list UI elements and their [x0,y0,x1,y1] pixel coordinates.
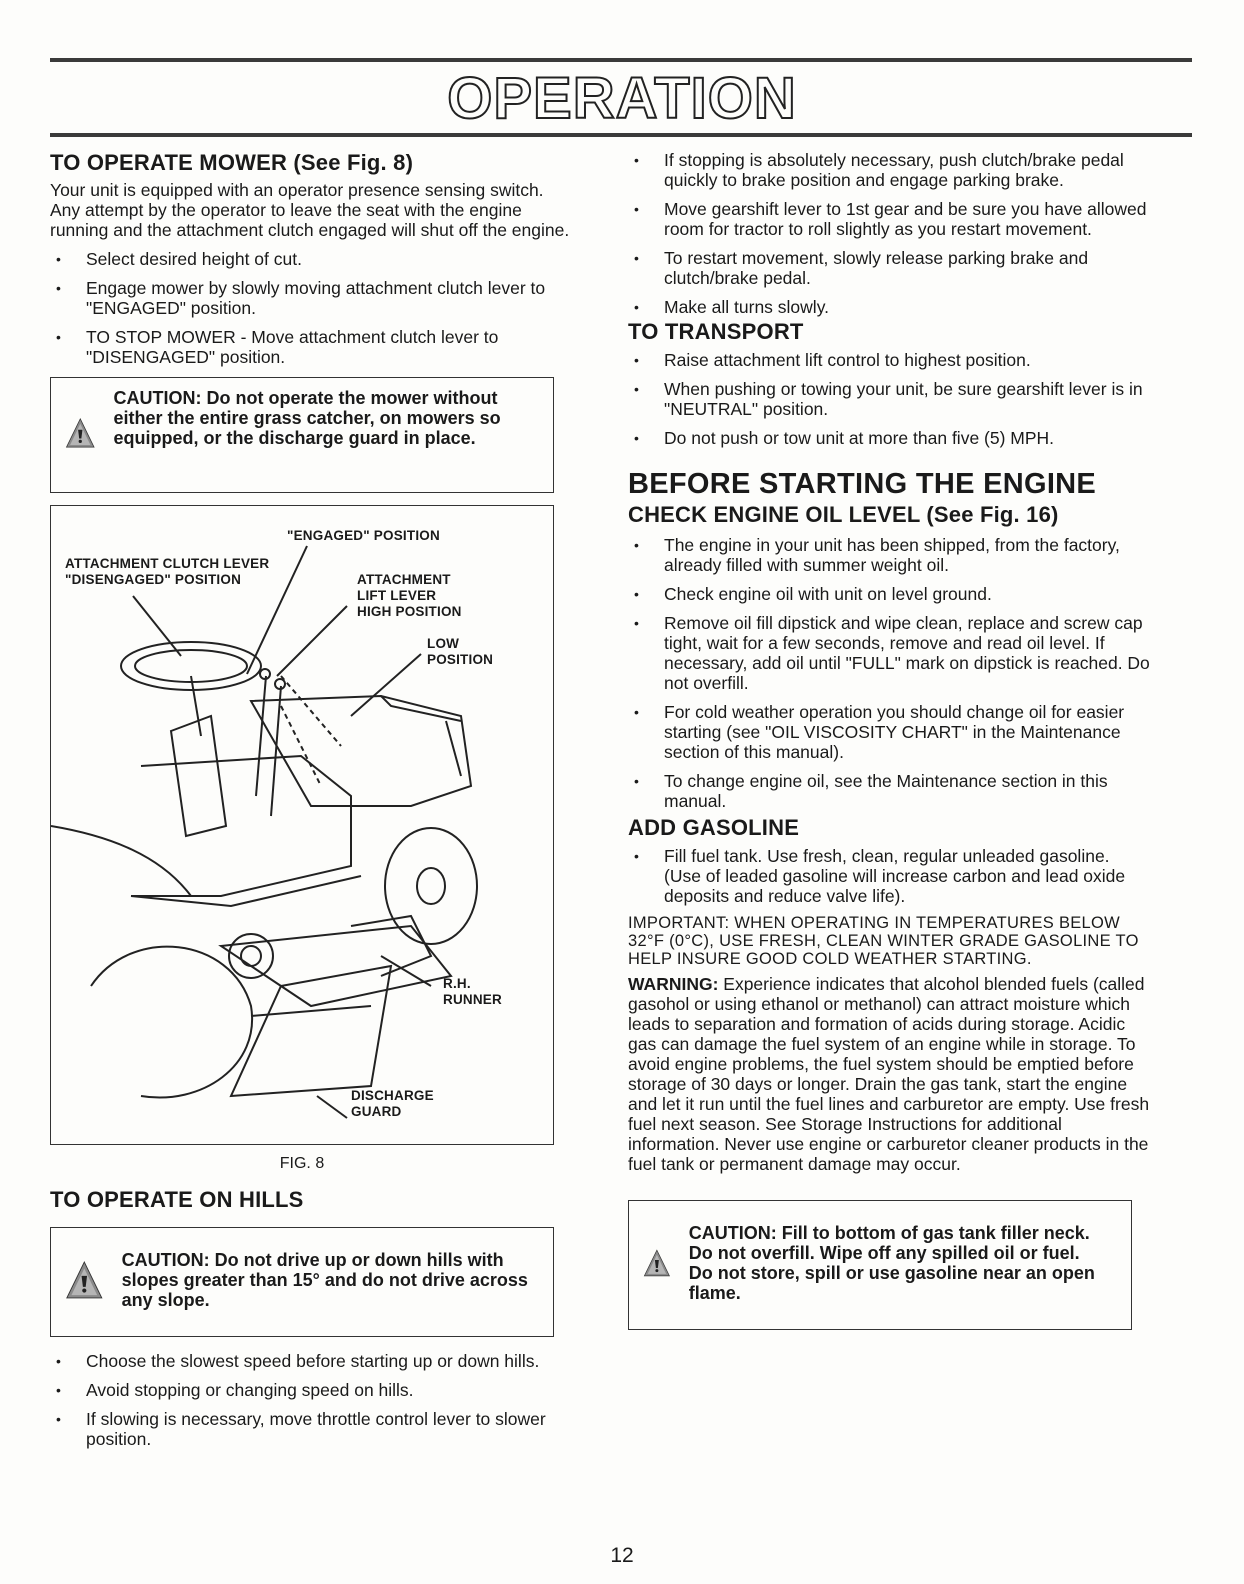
list-item: • Make all turns slowly. [628,297,1150,317]
label-low-position: POSITION [427,652,494,667]
label-engaged: "ENGAGED" POSITION [287,528,440,543]
page-number: 12 [610,1544,634,1567]
warning-paragraph [628,974,1150,1174]
caution-text: CAUTION: Fill to bottom of gas tank filler neck. Do not overfill. Wipe off any spilled oil or fuel. Do not store, spill or use gasoline near an open flame. [688,1223,1095,1303]
warning-label: WARNING: [628,974,719,994]
label-guard: GUARD [351,1104,402,1119]
list-item: • Check engine oil with unit on level ground. [628,584,1150,604]
warning-triangle-icon [65,1235,104,1325]
warning-text: Experience indicates that alcohol blended fuels (called gasohol or using ethanol or methanol) can attract moisture which leads to separation and formation of acids during storage. Acidic gas can damage the fuel system of an engine while in storage. To avoid engine problems, the fuel system should be emptied before storage of 30 days or longer. Drain the gas tank, start the engine and let it run until the fuel lines and carburetor are empty. Use fresh fuel next season. See Storage Instructions for additional information. Never use engine or carburetor cleaner products in the fuel tank or permanent damage may occur. [628,974,1150,1174]
right-column [628,150,1150,1330]
list-item: • To change engine oil, see the Maintenance section in this manual. [628,771,1150,811]
label-attachment: ATTACHMENT [357,572,451,587]
list-item: • When pushing or towing your unit, be sure gearshift lever is in "NEUTRAL" position. [628,379,1150,419]
list-item: • Move gearshift lever to 1st gear and be sure you have allowed room for tractor to roll slightly as you restart movement. [628,199,1150,239]
list-item: • TO STOP MOWER - Move attachment clutch lever to "DISENGAGED" position. [50,327,570,367]
hills-heading: TO OPERATE ON HILLS [50,1187,304,1212]
list-item: • If slowing is necessary, move throttle control lever to slower position. [50,1409,570,1449]
list-item: • Engage mower by slowly moving attachment clutch lever to "ENGAGED" position. [50,278,570,318]
list-item: • Do not push or tow unit at more than five (5) MPH. [628,428,1150,448]
label-high-position: HIGH POSITION [357,604,462,619]
warning-triangle-icon [643,1218,671,1308]
list-item: • Raise attachment lift control to highest position. [628,350,1150,370]
before-starting-heading: BEFORE STARTING THE ENGINE [628,468,1097,500]
mower-illustration [51,506,555,1146]
label-lift-lever: LIFT LEVER [357,588,437,603]
transport-heading: TO TRANSPORT [628,319,804,344]
caution-text: CAUTION: Do not drive up or down hills with slopes greater than 15° and do not drive across any slope. [121,1250,528,1310]
caution-box-hills [50,1227,554,1337]
figure-caption: FIG. 8 [279,1155,325,1172]
figure-8 [50,505,554,1145]
list-item: • For cold weather operation you should change oil for easier starting (see "OIL VISCOSITY CHART" in the Maintenance section of this manual). [628,702,1150,762]
label-disengaged: "DISENGAGED" POSITION [65,572,242,587]
top-rule [50,58,1192,62]
warning-triangle-icon [65,388,96,478]
important-note: IMPORTANT: WHEN OPERATING IN TEMPERATURES BELOW 32°F (0°C), USE FRESH, CLEAN WINTER GRADE GASOLINE TO HELP INSURE GOOD COLD WEATHER STARTING. [628,914,1139,968]
title-rule [50,133,1192,137]
transport-list [628,350,1150,448]
gas-list [628,846,1150,906]
caution-box-gas [628,1200,1132,1330]
gas-heading: ADD GASOLINE [628,815,800,840]
label-rh: R.H. [443,976,471,991]
oil-list [628,535,1150,811]
list-item: • Fill fuel tank. Use fresh, clean, regular unleaded gasoline. (Use of leaded gasoline will increase carbon and lead oxide deposits and reduce valve life). [628,846,1150,906]
operate-mower-heading: TO OPERATE MOWER (See Fig. 8) [50,150,414,175]
label-discharge: DISCHARGE [351,1088,434,1103]
list-item: • The engine in your unit has been shipped, from the factory, already filled with summer weight oil. [628,535,1150,575]
hill-continued-list [628,150,1150,317]
list-item: • If stopping is absolutely necessary, push clutch/brake pedal quickly to brake position and engage parking brake. [628,150,1150,190]
oil-heading: CHECK ENGINE OIL LEVEL (See Fig. 16) [628,502,1059,527]
label-runner: RUNNER [443,992,502,1007]
list-item: • Choose the slowest speed before starting up or down hills. [50,1351,570,1371]
caution-box-mower [50,377,554,493]
operate-mower-list [50,249,570,367]
list-item: • Select desired height of cut. [50,249,570,269]
hills-list [50,1351,570,1449]
list-item: • To restart movement, slowly release parking brake and clutch/brake pedal. [628,248,1150,288]
list-item: • Avoid stopping or changing speed on hills. [50,1380,570,1400]
label-low: LOW [427,636,460,651]
operate-mower-intro: Your unit is equipped with an operator presence sensing switch. Any attempt by the operator to leave the seat with the engine running and the attachment clutch engaged will shut off the engine. [50,180,570,240]
list-item: • Remove oil fill dipstick and wipe clean, replace and screw cap tight, wait for a few seconds, remove and read oil level. If necessary, add oil until "FULL" mark on dipstick is reached. Do not overfill. [628,613,1150,693]
label-clutch-lever: ATTACHMENT CLUTCH LEVER [65,556,270,571]
page-title: OPERATION [447,66,797,131]
left-column [50,150,570,1449]
caution-text: CAUTION: Do not operate the mower without either the entire grass catcher, on mowers so equipped, or the discharge guard in place. [113,388,501,448]
